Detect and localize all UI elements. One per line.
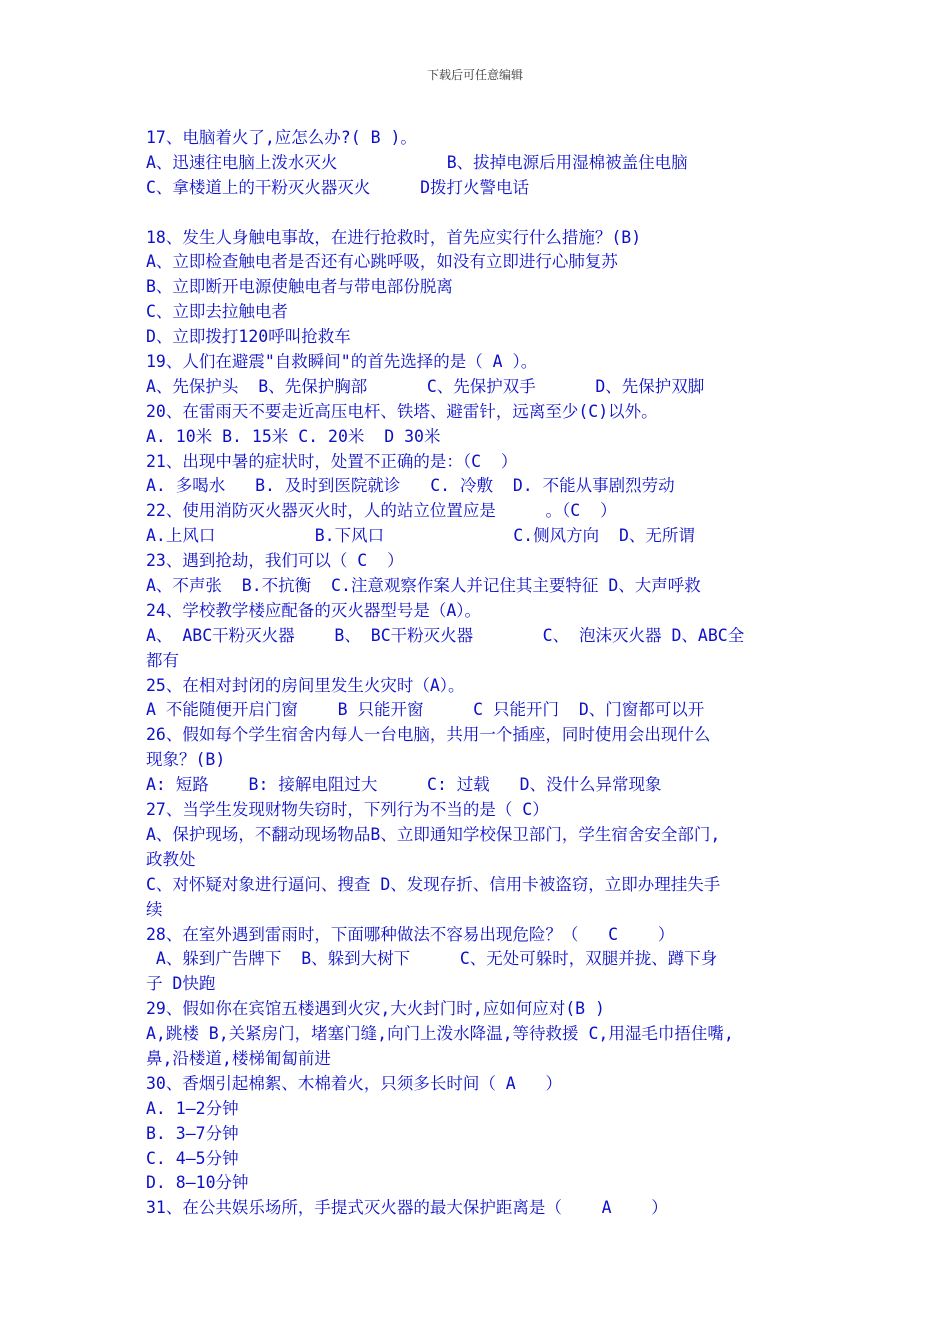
text-line: A. 1—2分钟: [146, 1098, 239, 1118]
text-line: 现象？(B): [146, 750, 226, 770]
text-line: A. 多喝水 B. 及时到医院就诊 C. 冷敷 D. 不能从事剧烈劳动: [146, 476, 675, 496]
text-line: A 不能随便开启门窗 B 只能开窗 C 只能开门 D、门窗都可以开: [146, 700, 705, 720]
text-line: B. 3—7分钟: [146, 1123, 239, 1143]
text-line: D、立即拨打120呼叫抢救车: [146, 327, 351, 347]
text-line: A.上风口 B.下风口 C.侧风方向 D、无所谓: [146, 526, 695, 546]
text-line: C. 4—5分钟: [146, 1148, 239, 1168]
text-line: 26、假如每个学生宿舍内每人一台电脑，共用一个插座，同时使用会出现什么: [146, 725, 711, 745]
text-line: 30、香烟引起棉絮、木棉着火，只须多长时间（ A ）: [146, 1073, 563, 1093]
text-line: A、不声张 B.不抗衡 C.注意观察作案人并记住其主要特征 D、大声呼救: [146, 576, 701, 596]
page-header: 下载后可任意编辑: [426, 68, 523, 82]
text-line: A、躲到广告牌下 B、躲到大树下 C、无处可躲时，双腿并拢、蹲下身: [146, 949, 718, 969]
text-line: A、先保护头 B、先保护胸部 C、先保护双手 D、先保护双脚: [146, 376, 705, 396]
text-line: 31、在公共娱乐场所，手提式灭火器的最大保护距离是（ A ）: [146, 1198, 668, 1218]
document-body: [146, 126, 816, 1221]
text-line: 子 D快跑: [146, 974, 216, 994]
text-line: C、立即去拉触电者: [146, 302, 288, 322]
text-line: 29、假如你在宾馆五楼遇到火灾,大火封门时,应如何应对(B ): [146, 999, 605, 1019]
text-line: 续: [146, 899, 163, 919]
text-line: A. 10米 B. 15米 C. 20米 D 30米: [146, 426, 441, 446]
text-line: A、保护现场，不翻动现场物品B、立即通知学校保卫部门，学生宿舍安全部门,: [146, 824, 721, 844]
text-line: C、拿楼道上的干粉灭火器灭火 D拨打火警电话: [146, 177, 530, 197]
text-line: 25、在相对封闭的房间里发生火灾时（A）。: [146, 675, 465, 695]
text-line: 22、使用消防灭火器灭火时，人的站立位置应是 。（C ）: [146, 501, 617, 521]
text-line: 政教处: [146, 849, 196, 869]
text-line: C、对怀疑对象进行逼问、搜查 D、发现存折、信用卡被盗窃，立即办理挂失手: [146, 874, 721, 894]
text-line: B、立即断开电源使触电者与带电部份脱离: [146, 277, 453, 297]
text-line: 28、在室外遇到雷雨时，下面哪种做法不容易出现危险？（ C ）: [146, 924, 675, 944]
text-line: A: 短路 B: 接解电阻过大 C: 过载 D、没什么异常现象: [146, 775, 662, 795]
text-line: 24、学校教学楼应配备的灭火器型号是（A）。: [146, 600, 482, 620]
text-line: A,跳楼 B,关紧房门，堵塞门缝,向门上泼水降温,等待救援 C,用湿毛巾捂住嘴,: [146, 1024, 734, 1044]
text-line: 23、遇到抢劫，我们可以（ C ）: [146, 551, 404, 571]
text-line: 17、电脑着火了,应怎么办?( B )。: [146, 128, 417, 147]
text-line: [146, 201, 816, 226]
text-line: 鼻,沿楼道,楼梯匍匐前进: [146, 1048, 331, 1068]
text-line: A、 ABC干粉灭火器 B、 BC干粉灭火器 C、 泡沫灭火器 D、ABC全: [146, 625, 745, 645]
text-line: 20、在雷雨天不要走近高压电杆、铁塔、避雷针，远离至少(C)以外。: [146, 401, 658, 421]
text-line: A、迅速往电脑上泼水灭火 B、拔掉电源后用湿棉被盖住电脑: [146, 152, 688, 172]
text-line: 18、发生人身触电事故，在进行抢救时，首先应实行什么措施？(B): [146, 227, 642, 247]
text-line: A、立即检查触电者是否还有心跳呼吸，如没有立即进行心肺复苏: [146, 252, 618, 272]
text-line: 19、人们在避震"自救瞬间"的首先选择的是（ A ）。: [146, 352, 538, 372]
text-line: 21、出现中暑的症状时，处置不正确的是：（C ）: [146, 451, 518, 471]
text-line: 27、当学生发现财物失窃时，下列行为不当的是（ C）: [146, 800, 549, 820]
text-line: D. 8—10分钟: [146, 1173, 249, 1193]
text-line: 都有: [146, 650, 179, 670]
